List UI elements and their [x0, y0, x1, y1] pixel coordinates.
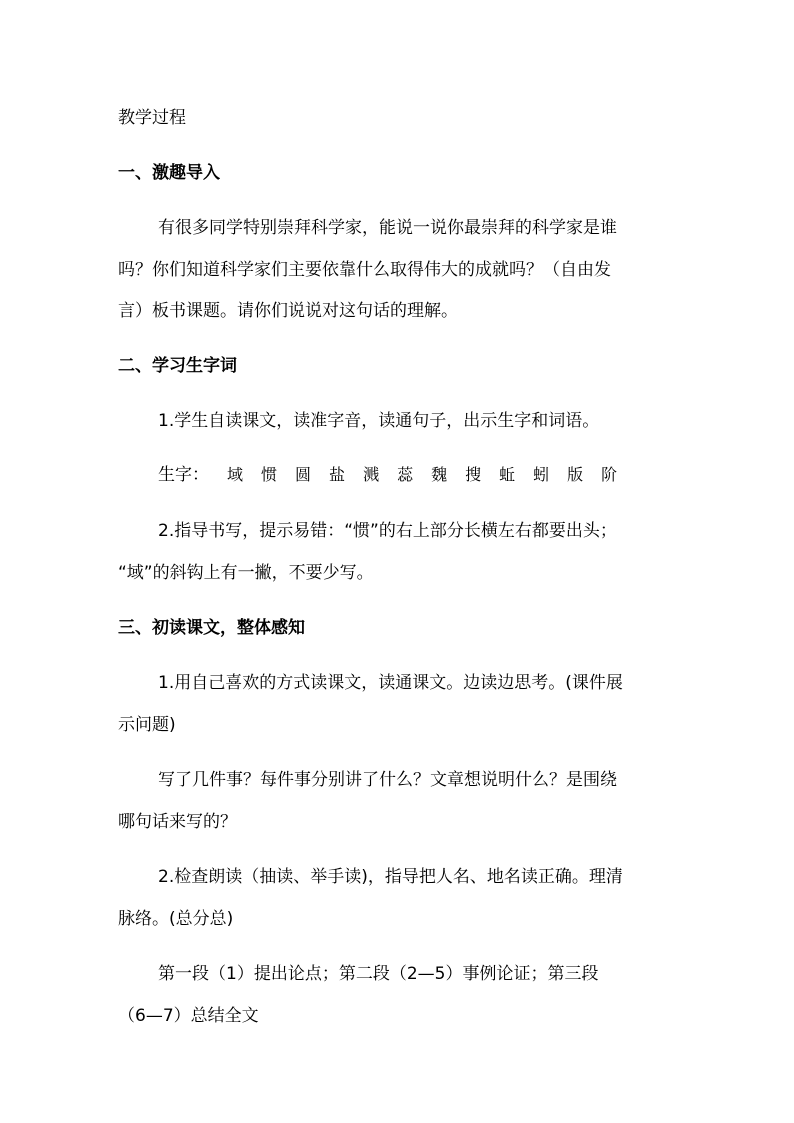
section-heading-2: 二、学习生字词 [118, 356, 237, 376]
character: 域 [227, 465, 244, 484]
section-heading-3: 三、初读课文，整体感知 [118, 618, 305, 638]
character: 蚓 [533, 465, 550, 484]
character: 搜 [465, 465, 482, 484]
character: 圆 [295, 465, 312, 484]
character: 阶 [601, 465, 618, 484]
character: 蕊 [397, 465, 414, 484]
paragraph-line: “域”的斜钩上有一撇，不要少写。 [118, 563, 374, 583]
paragraph-line: 言）板书课题。请你们说说对这句话的理解。 [118, 301, 458, 321]
paragraph-line: 吗？你们知道科学家们主要依靠什么取得伟大的成就吗？（自由发 [118, 260, 611, 280]
paragraph-line: 2.检查朗读（抽读、举手读)，指导把人名、地名读正确。理清 [158, 867, 623, 887]
paragraph-line: （6—7）总结全文 [118, 1006, 259, 1026]
character: 魏 [431, 465, 448, 484]
paragraph-line: 写了几件事？每件事分别讲了什么？文章想说明什么？是围绕 [158, 770, 617, 790]
character: 惯 [261, 465, 278, 484]
paragraph-line: 有很多同学特别崇拜科学家，能说一说你最崇拜的科学家是谁 [158, 218, 617, 238]
character: 蚯 [499, 465, 516, 484]
page-title: 教学过程 [118, 108, 186, 128]
paragraph-line: 1.用自己喜欢的方式读课文，读通课文。边读边思考。(课件展 [158, 673, 623, 693]
character: 盐 [329, 465, 346, 484]
section-heading-1: 一、激趣导入 [118, 163, 220, 183]
paragraph-line: 脉络。(总分总) [118, 909, 234, 929]
paragraph-line: 哪句话来写的？ [118, 812, 237, 832]
paragraph-line: 1.学生自读课文，读准字音，读通句子，出示生字和词语。 [158, 411, 600, 431]
paragraph-line: 2.指导书写，提示易错：“惯”的右上部分长横左右都要出头； [158, 521, 617, 541]
paragraph-line: 示问题) [118, 715, 176, 735]
new-characters-label: 生字： [158, 465, 209, 485]
character: 版 [567, 465, 584, 484]
new-characters-list [158, 463, 617, 487]
character: 溅 [363, 465, 380, 484]
paragraph-line: 第一段（1）提出论点；第二段（2—5）事例论证；第三段 [158, 964, 599, 984]
